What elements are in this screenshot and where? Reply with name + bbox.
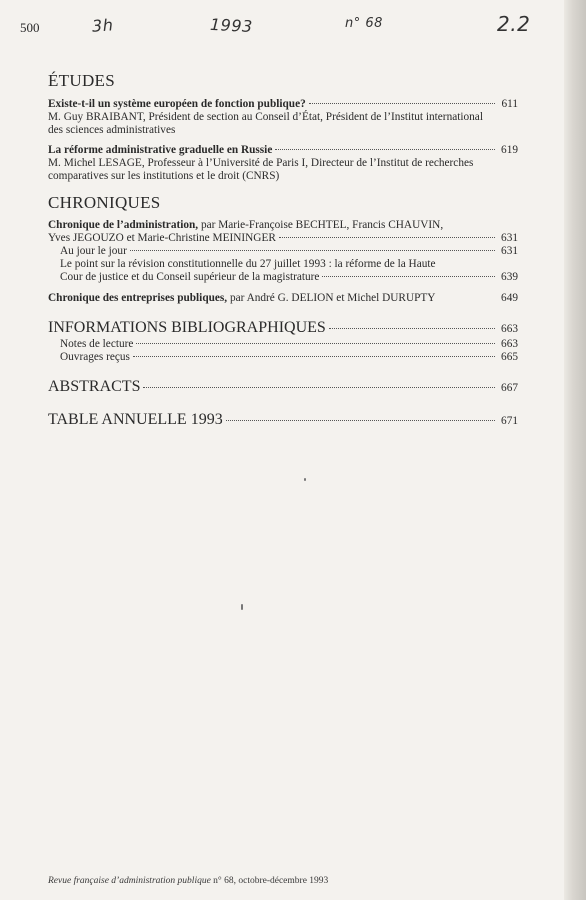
subentry-label: Ouvrages reçus [60,351,130,363]
leader-dots [329,328,495,329]
toc-entry[interactable] [48,378,518,397]
leader-dots [279,237,495,238]
entry-page: 619 [501,144,518,156]
entry-page: 649 [501,292,518,304]
page-header [20,12,546,42]
leader-dots [143,387,495,388]
entry-page: 611 [501,98,518,110]
leader-dots [275,149,495,150]
leader-dots [226,420,495,421]
leader-dots [322,276,495,277]
entry-description: M. Michel LESAGE, Professeur à l’Université de Paris I, Directeur de l’Institut de recherches comparatives sur les institutions et le droit (CNRS) [48,157,474,182]
entry-description: M. Guy BRAIBANT, Président de section au Conseil d’État, Président de l’Institut international des sciences administratives [48,111,483,136]
toc-subentry[interactable] [48,351,518,364]
page-number: 500 [20,20,40,35]
leader-dots [309,103,495,104]
toc-entry[interactable] [48,98,518,136]
journal-title: Revue française d’administration publique [48,876,211,886]
entry-page: 667 [501,382,518,394]
entry-authors: par Marie-Françoise BECHTEL, Francis CHAUVIN, [198,219,444,231]
section-title-table-annuelle: TABLE ANNUELLE 1993 [48,411,223,428]
subentry-page: 665 [501,351,518,363]
paper-speck [304,478,306,481]
leader-dots [136,343,495,344]
subentry-label: Le point sur la révision constitutionnelle du 27 juillet 1993 : la réforme de la Haute [60,258,436,270]
toc-entry[interactable] [48,319,518,364]
toc-subentry[interactable] [48,245,518,258]
entry-authors: Yves JEGOUZO et Marie-Christine MEININGER [48,232,276,244]
entry-page: 631 [501,232,518,244]
handwritten-year: 1993 [209,14,254,37]
entry-page: 663 [501,323,518,335]
entry-authors: par André G. DELION et Michel DURUPTY [227,292,436,304]
toc-subentry[interactable] [48,258,518,284]
subentry-page: 631 [501,245,518,257]
section-title-chroniques: CHRONIQUES [48,193,161,212]
subentry-label: Notes de lecture [60,338,134,350]
entry-page: 671 [501,415,518,427]
toc-subentry[interactable] [48,338,518,351]
section-title-etudes: ÉTUDES [48,71,115,90]
entry-title: Chronique de l’administration, [48,219,199,231]
subentry-label: Cour de justice et du Conseil supérieur de la magistrature [60,271,320,283]
subentry-label: Au jour le jour [60,245,127,257]
section-title-informations: INFORMATIONS BIBLIOGRAPHIQUES [48,319,326,336]
subentry-page: 639 [501,271,518,283]
toc-entry[interactable] [48,292,518,305]
page-footer [48,876,328,886]
handwritten-note: 3h [91,15,114,36]
issue-info: n° 68, octobre-décembre 1993 [210,876,329,886]
entry-title: La réforme administrative graduelle en Russie [48,144,273,156]
handwritten-issue: n° 68 [345,16,383,31]
leader-dots [133,356,495,357]
facing-page-margin [564,0,586,900]
toc-entry[interactable] [48,411,518,430]
section-title-abstracts: ABSTRACTS [48,378,141,395]
table-of-contents [48,72,518,430]
toc-entry[interactable] [48,219,518,284]
subentry-page: 663 [501,338,518,350]
leader-dots [130,250,495,251]
handwritten-code: 2.2 [497,12,531,36]
entry-title: Chronique des entreprises publiques, [48,292,228,304]
entry-title: Existe-t-il un système européen de fonction publique? [48,98,306,110]
toc-entry[interactable] [48,144,518,182]
paper-speck [241,604,243,610]
